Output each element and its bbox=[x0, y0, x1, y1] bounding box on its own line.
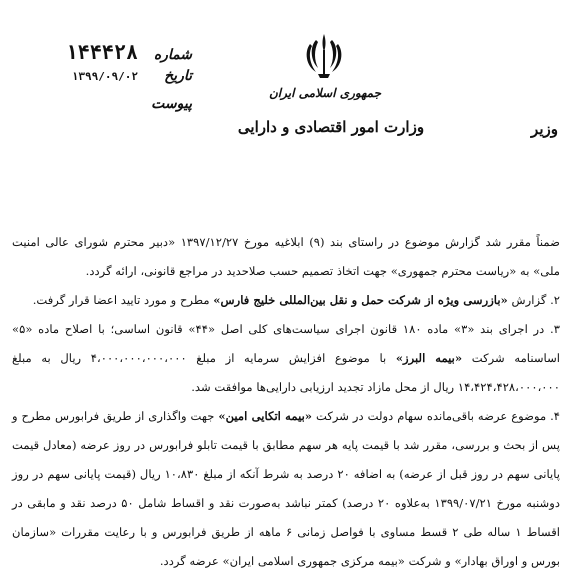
paragraph-3-company: «بیمه البرز» bbox=[395, 351, 463, 365]
paragraph-3-end: با موضوع افزایش سرمایه از مبلغ ۴،۰۰۰،۰۰۰،۰۰۰،۰۰۰ ریال به مبلغ ۱۴،۴۲۴،۴۲۸،۰۰۰،۰۰۰ ریال از محل مازاد تجدید ارزیابی دارایی‌ها موافقت شد. bbox=[12, 351, 560, 394]
iran-emblem-icon bbox=[302, 30, 346, 82]
paragraph-2-start: ۲. گزارش bbox=[507, 293, 560, 307]
attachment-label: پیوست bbox=[151, 96, 192, 112]
number-value: ۱۴۴۴۲۸ bbox=[65, 40, 138, 64]
paragraph-4 bbox=[12, 402, 560, 576]
paragraph-4-company: «بیمه اتکایی امین» bbox=[218, 409, 313, 423]
paragraph-4-end: جهت واگذاری از طریق فرابورس مطرح و پس از بحث و بررسی، مقرر شد با قیمت پایه هر سهم مطابق با قیمت تابلو فرابورس در روز عرضه (معادل قیمت پایانی سهم در روز قبل از عرضه) به اضافه ۲۰ درصد به شرط آنکه از مبلغ ۱۰،۸۳۰ ریال (قیمت پایانی سهم در روز دوشنبه مورخ ۱۳۹۹/۰۷/۲۱ به‌علاوه ۲۰ درصد) کمتر نباشد به‌صورت نقد و اقساط شامل ۵۰ درصد نقد و مابقی در اقساط ۱ ساله طی ۲ قسط مساوی با فواصل زمانی ۶ ماهه از طریق فرابورس و با رعایت مقررات «سازمان بورس و اوراق بهادار» و شرکت «بیمه مرکزی جمهوری اسلامی ایران» عرضه گردد. bbox=[12, 409, 560, 568]
date-label: تاریخ bbox=[164, 68, 192, 84]
paragraph-1: ضمناً مقرر شد گزارش موضوع در راستای بند (۹) ابلاغیه مورخ ۱۳۹۷/۱۲/۲۷ «دبیر محترم شورای عالی امنیت ملی» به «ریاست محترم جمهوری» جهت اتخاذ تصمیم حسب صلاحدید در مراجع قانونی، ارائه گردد. bbox=[12, 235, 560, 278]
attachment-row bbox=[22, 96, 192, 124]
number-row bbox=[22, 40, 192, 68]
ministry-name: وزارت امور اقتصادی و دارایی bbox=[237, 118, 425, 136]
letter-body bbox=[12, 228, 560, 576]
date-value: ۱۳۹۹/۰۹/۰۲ bbox=[71, 70, 138, 83]
country-name: جمهوری اسلامی ایران bbox=[268, 86, 382, 100]
paragraph-2 bbox=[12, 286, 560, 315]
paragraph-2-subject: «بازرسی ویژه از شرکت حمل و نقل بین‌المللی خلیج فارس» bbox=[213, 293, 508, 307]
paragraph-3 bbox=[12, 315, 560, 402]
number-label: شماره bbox=[153, 47, 192, 63]
date-row bbox=[22, 68, 192, 96]
paragraph-4-start: ۴. موضوع عرضه باقی‌مانده سهام دولت در شرکت bbox=[312, 409, 560, 423]
minister-title: وزیر bbox=[531, 120, 558, 138]
paragraph-3-start: ۳. در اجرای بند «۳» ماده ۱۸۰ قانون اجرای سیاست‌های کلی اصل «۴۴» قانون اساسی؛ با اصلاح ماده «۵» اساسنامه شرکت bbox=[12, 322, 561, 365]
paragraph-2-end: مطرح و مورد تایید اعضا قرار گرفت. bbox=[32, 293, 214, 307]
letter-meta bbox=[22, 40, 192, 124]
